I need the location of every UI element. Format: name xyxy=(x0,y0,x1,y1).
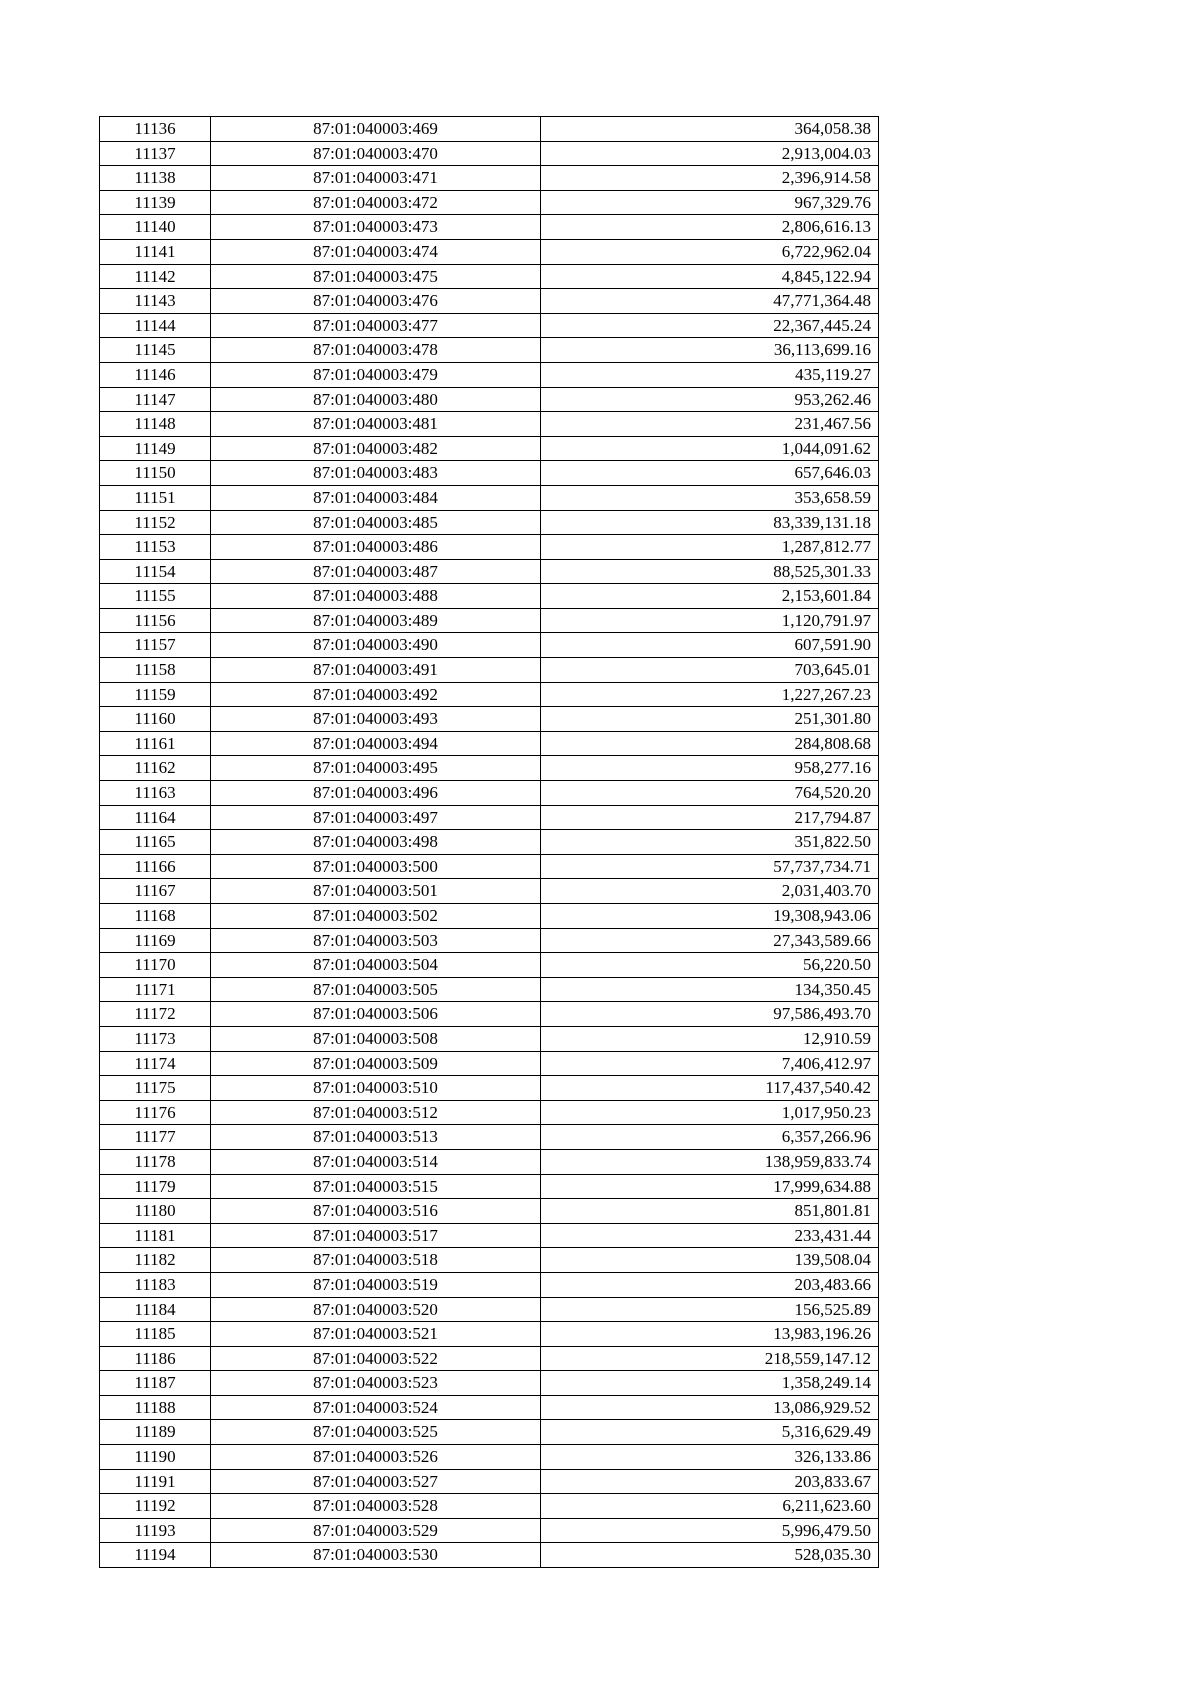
table-row xyxy=(100,461,879,486)
cadastral-value-cell: 1,287,812.77 xyxy=(541,535,879,560)
table-row xyxy=(100,731,879,756)
cadastral-number-cell: 87:01:040003:492 xyxy=(211,682,541,707)
cadastral-number-cell: 87:01:040003:477 xyxy=(211,313,541,338)
table-row xyxy=(100,707,879,732)
table-row xyxy=(100,362,879,387)
cadastral-number-cell: 87:01:040003:496 xyxy=(211,781,541,806)
cadastral-value-cell: 83,339,131.18 xyxy=(541,510,879,535)
cadastral-value-cell: 6,357,266.96 xyxy=(541,1125,879,1150)
table-body xyxy=(100,117,879,1568)
table-row xyxy=(100,1494,879,1519)
row-number-cell: 11166 xyxy=(100,854,211,879)
row-number-cell: 11162 xyxy=(100,756,211,781)
row-number-cell: 11182 xyxy=(100,1248,211,1273)
table-row xyxy=(100,1272,879,1297)
table-row xyxy=(100,535,879,560)
row-number-cell: 11186 xyxy=(100,1346,211,1371)
table-row xyxy=(100,1371,879,1396)
cadastral-value-cell: 251,301.80 xyxy=(541,707,879,732)
cadastral-value-cell: 6,211,623.60 xyxy=(541,1494,879,1519)
cadastral-value-cell: 5,316,629.49 xyxy=(541,1420,879,1445)
cadastral-value-cell: 7,406,412.97 xyxy=(541,1051,879,1076)
table-row xyxy=(100,928,879,953)
cadastral-number-cell: 87:01:040003:473 xyxy=(211,215,541,240)
cadastral-number-cell: 87:01:040003:487 xyxy=(211,559,541,584)
cadastral-value-cell: 284,808.68 xyxy=(541,731,879,756)
cadastral-number-cell: 87:01:040003:524 xyxy=(211,1395,541,1420)
cadastral-number-cell: 87:01:040003:482 xyxy=(211,436,541,461)
cadastral-value-cell: 5,996,479.50 xyxy=(541,1518,879,1543)
row-number-cell: 11181 xyxy=(100,1223,211,1248)
cadastral-value-cell: 19,308,943.06 xyxy=(541,904,879,929)
cadastral-number-cell: 87:01:040003:510 xyxy=(211,1076,541,1101)
cadastral-number-cell: 87:01:040003:483 xyxy=(211,461,541,486)
cadastral-number-cell: 87:01:040003:528 xyxy=(211,1494,541,1519)
row-number-cell: 11178 xyxy=(100,1149,211,1174)
table-row xyxy=(100,633,879,658)
table-row xyxy=(100,117,879,142)
table-row xyxy=(100,1543,879,1568)
cadastral-number-cell: 87:01:040003:501 xyxy=(211,879,541,904)
table-row xyxy=(100,1076,879,1101)
cadastral-value-cell: 764,520.20 xyxy=(541,781,879,806)
cadastral-number-cell: 87:01:040003:475 xyxy=(211,264,541,289)
cadastral-number-cell: 87:01:040003:529 xyxy=(211,1518,541,1543)
table-row xyxy=(100,879,879,904)
cadastral-value-cell: 233,431.44 xyxy=(541,1223,879,1248)
table-row xyxy=(100,854,879,879)
cadastral-value-cell: 117,437,540.42 xyxy=(541,1076,879,1101)
cadastral-value-cell: 156,525.89 xyxy=(541,1297,879,1322)
table-row xyxy=(100,658,879,683)
table-row xyxy=(100,387,879,412)
table-row xyxy=(100,1149,879,1174)
row-number-cell: 11194 xyxy=(100,1543,211,1568)
cadastral-number-cell: 87:01:040003:494 xyxy=(211,731,541,756)
cadastral-number-cell: 87:01:040003:525 xyxy=(211,1420,541,1445)
cadastral-value-cell: 326,133.86 xyxy=(541,1445,879,1470)
cadastral-value-cell: 13,086,929.52 xyxy=(541,1395,879,1420)
cadastral-number-cell: 87:01:040003:509 xyxy=(211,1051,541,1076)
table-row xyxy=(100,904,879,929)
table-row xyxy=(100,1026,879,1051)
cadastral-value-cell: 88,525,301.33 xyxy=(541,559,879,584)
cadastral-value-cell: 703,645.01 xyxy=(541,658,879,683)
cadastral-value-cell: 1,358,249.14 xyxy=(541,1371,879,1396)
table-row xyxy=(100,1322,879,1347)
row-number-cell: 11150 xyxy=(100,461,211,486)
cadastral-number-cell: 87:01:040003:513 xyxy=(211,1125,541,1150)
table-row xyxy=(100,1346,879,1371)
table-row xyxy=(100,215,879,240)
cadastral-number-cell: 87:01:040003:493 xyxy=(211,707,541,732)
cadastral-value-cell: 12,910.59 xyxy=(541,1026,879,1051)
cadastral-value-cell: 97,586,493.70 xyxy=(541,1002,879,1027)
row-number-cell: 11179 xyxy=(100,1174,211,1199)
row-number-cell: 11145 xyxy=(100,338,211,363)
cadastral-number-cell: 87:01:040003:530 xyxy=(211,1543,541,1568)
cadastral-number-cell: 87:01:040003:526 xyxy=(211,1445,541,1470)
row-number-cell: 11157 xyxy=(100,633,211,658)
cadastral-value-cell: 47,771,364.48 xyxy=(541,289,879,314)
row-number-cell: 11165 xyxy=(100,830,211,855)
table-row xyxy=(100,190,879,215)
cadastral-number-cell: 87:01:040003:512 xyxy=(211,1100,541,1125)
table-row xyxy=(100,756,879,781)
row-number-cell: 11177 xyxy=(100,1125,211,1150)
cadastral-value-cell: 57,737,734.71 xyxy=(541,854,879,879)
cadastral-value-cell: 351,822.50 xyxy=(541,830,879,855)
row-number-cell: 11188 xyxy=(100,1395,211,1420)
cadastral-value-cell: 56,220.50 xyxy=(541,953,879,978)
cadastral-number-cell: 87:01:040003:498 xyxy=(211,830,541,855)
row-number-cell: 11140 xyxy=(100,215,211,240)
cadastral-number-cell: 87:01:040003:479 xyxy=(211,362,541,387)
row-number-cell: 11170 xyxy=(100,953,211,978)
cadastral-value-cell: 139,508.04 xyxy=(541,1248,879,1273)
table-row xyxy=(100,1002,879,1027)
cadastral-value-cell: 1,120,791.97 xyxy=(541,608,879,633)
table-row xyxy=(100,289,879,314)
table-row xyxy=(100,1223,879,1248)
table-row xyxy=(100,338,879,363)
cadastral-value-cell: 27,343,589.66 xyxy=(541,928,879,953)
cadastral-value-cell: 364,058.38 xyxy=(541,117,879,142)
cadastral-value-cell: 138,959,833.74 xyxy=(541,1149,879,1174)
cadastral-value-cell: 953,262.46 xyxy=(541,387,879,412)
cadastral-number-cell: 87:01:040003:491 xyxy=(211,658,541,683)
cadastral-number-cell: 87:01:040003:490 xyxy=(211,633,541,658)
cadastral-number-cell: 87:01:040003:497 xyxy=(211,805,541,830)
row-number-cell: 11172 xyxy=(100,1002,211,1027)
row-number-cell: 11189 xyxy=(100,1420,211,1445)
row-number-cell: 11167 xyxy=(100,879,211,904)
cadastral-number-cell: 87:01:040003:486 xyxy=(211,535,541,560)
table-row xyxy=(100,584,879,609)
table-row xyxy=(100,264,879,289)
cadastral-number-cell: 87:01:040003:495 xyxy=(211,756,541,781)
row-number-cell: 11193 xyxy=(100,1518,211,1543)
cadastral-value-cell: 528,035.30 xyxy=(541,1543,879,1568)
row-number-cell: 11191 xyxy=(100,1469,211,1494)
cadastral-number-cell: 87:01:040003:469 xyxy=(211,117,541,142)
cadastral-number-cell: 87:01:040003:472 xyxy=(211,190,541,215)
table-row xyxy=(100,436,879,461)
table-row xyxy=(100,1174,879,1199)
table-row xyxy=(100,141,879,166)
cadastral-number-cell: 87:01:040003:522 xyxy=(211,1346,541,1371)
cadastral-number-cell: 87:01:040003:505 xyxy=(211,977,541,1002)
row-number-cell: 11137 xyxy=(100,141,211,166)
cadastral-number-cell: 87:01:040003:508 xyxy=(211,1026,541,1051)
table-row xyxy=(100,1445,879,1470)
row-number-cell: 11148 xyxy=(100,412,211,437)
row-number-cell: 11138 xyxy=(100,166,211,191)
cadastral-number-cell: 87:01:040003:506 xyxy=(211,1002,541,1027)
table-row xyxy=(100,1518,879,1543)
cadastral-number-cell: 87:01:040003:489 xyxy=(211,608,541,633)
row-number-cell: 11158 xyxy=(100,658,211,683)
cadastral-number-cell: 87:01:040003:503 xyxy=(211,928,541,953)
row-number-cell: 11146 xyxy=(100,362,211,387)
table-row xyxy=(100,1395,879,1420)
row-number-cell: 11176 xyxy=(100,1100,211,1125)
row-number-cell: 11168 xyxy=(100,904,211,929)
row-number-cell: 11160 xyxy=(100,707,211,732)
cadastral-value-cell: 2,031,403.70 xyxy=(541,879,879,904)
table-row xyxy=(100,313,879,338)
cadastral-value-cell: 1,017,950.23 xyxy=(541,1100,879,1125)
row-number-cell: 11149 xyxy=(100,436,211,461)
row-number-cell: 11192 xyxy=(100,1494,211,1519)
table-row xyxy=(100,608,879,633)
cadastral-value-cell: 217,794.87 xyxy=(541,805,879,830)
cadastral-number-cell: 87:01:040003:488 xyxy=(211,584,541,609)
cadastral-number-cell: 87:01:040003:481 xyxy=(211,412,541,437)
table-row xyxy=(100,1420,879,1445)
cadastral-value-cell: 958,277.16 xyxy=(541,756,879,781)
cadastral-number-cell: 87:01:040003:470 xyxy=(211,141,541,166)
table-row xyxy=(100,1297,879,1322)
cadastral-value-cell: 2,153,601.84 xyxy=(541,584,879,609)
cadastral-value-cell: 4,845,122.94 xyxy=(541,264,879,289)
cadastral-value-table xyxy=(99,116,879,1568)
table-row xyxy=(100,1469,879,1494)
cadastral-value-cell: 1,044,091.62 xyxy=(541,436,879,461)
row-number-cell: 11185 xyxy=(100,1322,211,1347)
table-row xyxy=(100,412,879,437)
cadastral-value-cell: 1,227,267.23 xyxy=(541,682,879,707)
row-number-cell: 11187 xyxy=(100,1371,211,1396)
cadastral-number-cell: 87:01:040003:520 xyxy=(211,1297,541,1322)
cadastral-number-cell: 87:01:040003:485 xyxy=(211,510,541,535)
table-row xyxy=(100,1100,879,1125)
table-row xyxy=(100,1199,879,1224)
row-number-cell: 11184 xyxy=(100,1297,211,1322)
row-number-cell: 11136 xyxy=(100,117,211,142)
row-number-cell: 11144 xyxy=(100,313,211,338)
row-number-cell: 11161 xyxy=(100,731,211,756)
table-row xyxy=(100,682,879,707)
cadastral-value-cell: 6,722,962.04 xyxy=(541,239,879,264)
cadastral-value-cell: 607,591.90 xyxy=(541,633,879,658)
row-number-cell: 11156 xyxy=(100,608,211,633)
cadastral-number-cell: 87:01:040003:515 xyxy=(211,1174,541,1199)
cadastral-number-cell: 87:01:040003:521 xyxy=(211,1322,541,1347)
row-number-cell: 11183 xyxy=(100,1272,211,1297)
row-number-cell: 11142 xyxy=(100,264,211,289)
cadastral-number-cell: 87:01:040003:471 xyxy=(211,166,541,191)
table-row xyxy=(100,166,879,191)
cadastral-value-cell: 218,559,147.12 xyxy=(541,1346,879,1371)
table-row xyxy=(100,1125,879,1150)
row-number-cell: 11141 xyxy=(100,239,211,264)
row-number-cell: 11180 xyxy=(100,1199,211,1224)
cadastral-value-cell: 134,350.45 xyxy=(541,977,879,1002)
table-row xyxy=(100,559,879,584)
cadastral-number-cell: 87:01:040003:474 xyxy=(211,239,541,264)
row-number-cell: 11151 xyxy=(100,485,211,510)
cadastral-value-cell: 36,113,699.16 xyxy=(541,338,879,363)
cadastral-value-cell: 435,119.27 xyxy=(541,362,879,387)
cadastral-number-cell: 87:01:040003:517 xyxy=(211,1223,541,1248)
cadastral-number-cell: 87:01:040003:527 xyxy=(211,1469,541,1494)
row-number-cell: 11174 xyxy=(100,1051,211,1076)
table-row xyxy=(100,977,879,1002)
cadastral-value-cell: 22,367,445.24 xyxy=(541,313,879,338)
table-row xyxy=(100,239,879,264)
row-number-cell: 11163 xyxy=(100,781,211,806)
row-number-cell: 11143 xyxy=(100,289,211,314)
cadastral-value-cell: 2,806,616.13 xyxy=(541,215,879,240)
cadastral-number-cell: 87:01:040003:504 xyxy=(211,953,541,978)
cadastral-number-cell: 87:01:040003:484 xyxy=(211,485,541,510)
cadastral-value-cell: 2,913,004.03 xyxy=(541,141,879,166)
table-row xyxy=(100,781,879,806)
table-row xyxy=(100,805,879,830)
cadastral-number-cell: 87:01:040003:476 xyxy=(211,289,541,314)
cadastral-number-cell: 87:01:040003:478 xyxy=(211,338,541,363)
table-row xyxy=(100,830,879,855)
row-number-cell: 11139 xyxy=(100,190,211,215)
row-number-cell: 11173 xyxy=(100,1026,211,1051)
cadastral-number-cell: 87:01:040003:523 xyxy=(211,1371,541,1396)
row-number-cell: 11171 xyxy=(100,977,211,1002)
cadastral-value-cell: 657,646.03 xyxy=(541,461,879,486)
table-row xyxy=(100,1248,879,1273)
cadastral-value-cell: 203,483.66 xyxy=(541,1272,879,1297)
cadastral-value-cell: 203,833.67 xyxy=(541,1469,879,1494)
cadastral-value-cell: 2,396,914.58 xyxy=(541,166,879,191)
row-number-cell: 11147 xyxy=(100,387,211,412)
cadastral-number-cell: 87:01:040003:500 xyxy=(211,854,541,879)
cadastral-number-cell: 87:01:040003:514 xyxy=(211,1149,541,1174)
cadastral-number-cell: 87:01:040003:519 xyxy=(211,1272,541,1297)
cadastral-value-cell: 231,467.56 xyxy=(541,412,879,437)
row-number-cell: 11154 xyxy=(100,559,211,584)
cadastral-number-cell: 87:01:040003:502 xyxy=(211,904,541,929)
row-number-cell: 11152 xyxy=(100,510,211,535)
row-number-cell: 11190 xyxy=(100,1445,211,1470)
cadastral-value-cell: 851,801.81 xyxy=(541,1199,879,1224)
cadastral-value-cell: 13,983,196.26 xyxy=(541,1322,879,1347)
table-row xyxy=(100,1051,879,1076)
cadastral-number-cell: 87:01:040003:516 xyxy=(211,1199,541,1224)
table-row xyxy=(100,510,879,535)
row-number-cell: 11153 xyxy=(100,535,211,560)
table-row xyxy=(100,953,879,978)
row-number-cell: 11155 xyxy=(100,584,211,609)
row-number-cell: 11169 xyxy=(100,928,211,953)
row-number-cell: 11164 xyxy=(100,805,211,830)
cadastral-number-cell: 87:01:040003:518 xyxy=(211,1248,541,1273)
row-number-cell: 11159 xyxy=(100,682,211,707)
row-number-cell: 11175 xyxy=(100,1076,211,1101)
cadastral-number-cell: 87:01:040003:480 xyxy=(211,387,541,412)
cadastral-value-cell: 17,999,634.88 xyxy=(541,1174,879,1199)
table-row xyxy=(100,485,879,510)
cadastral-value-cell: 353,658.59 xyxy=(541,485,879,510)
cadastral-value-cell: 967,329.76 xyxy=(541,190,879,215)
